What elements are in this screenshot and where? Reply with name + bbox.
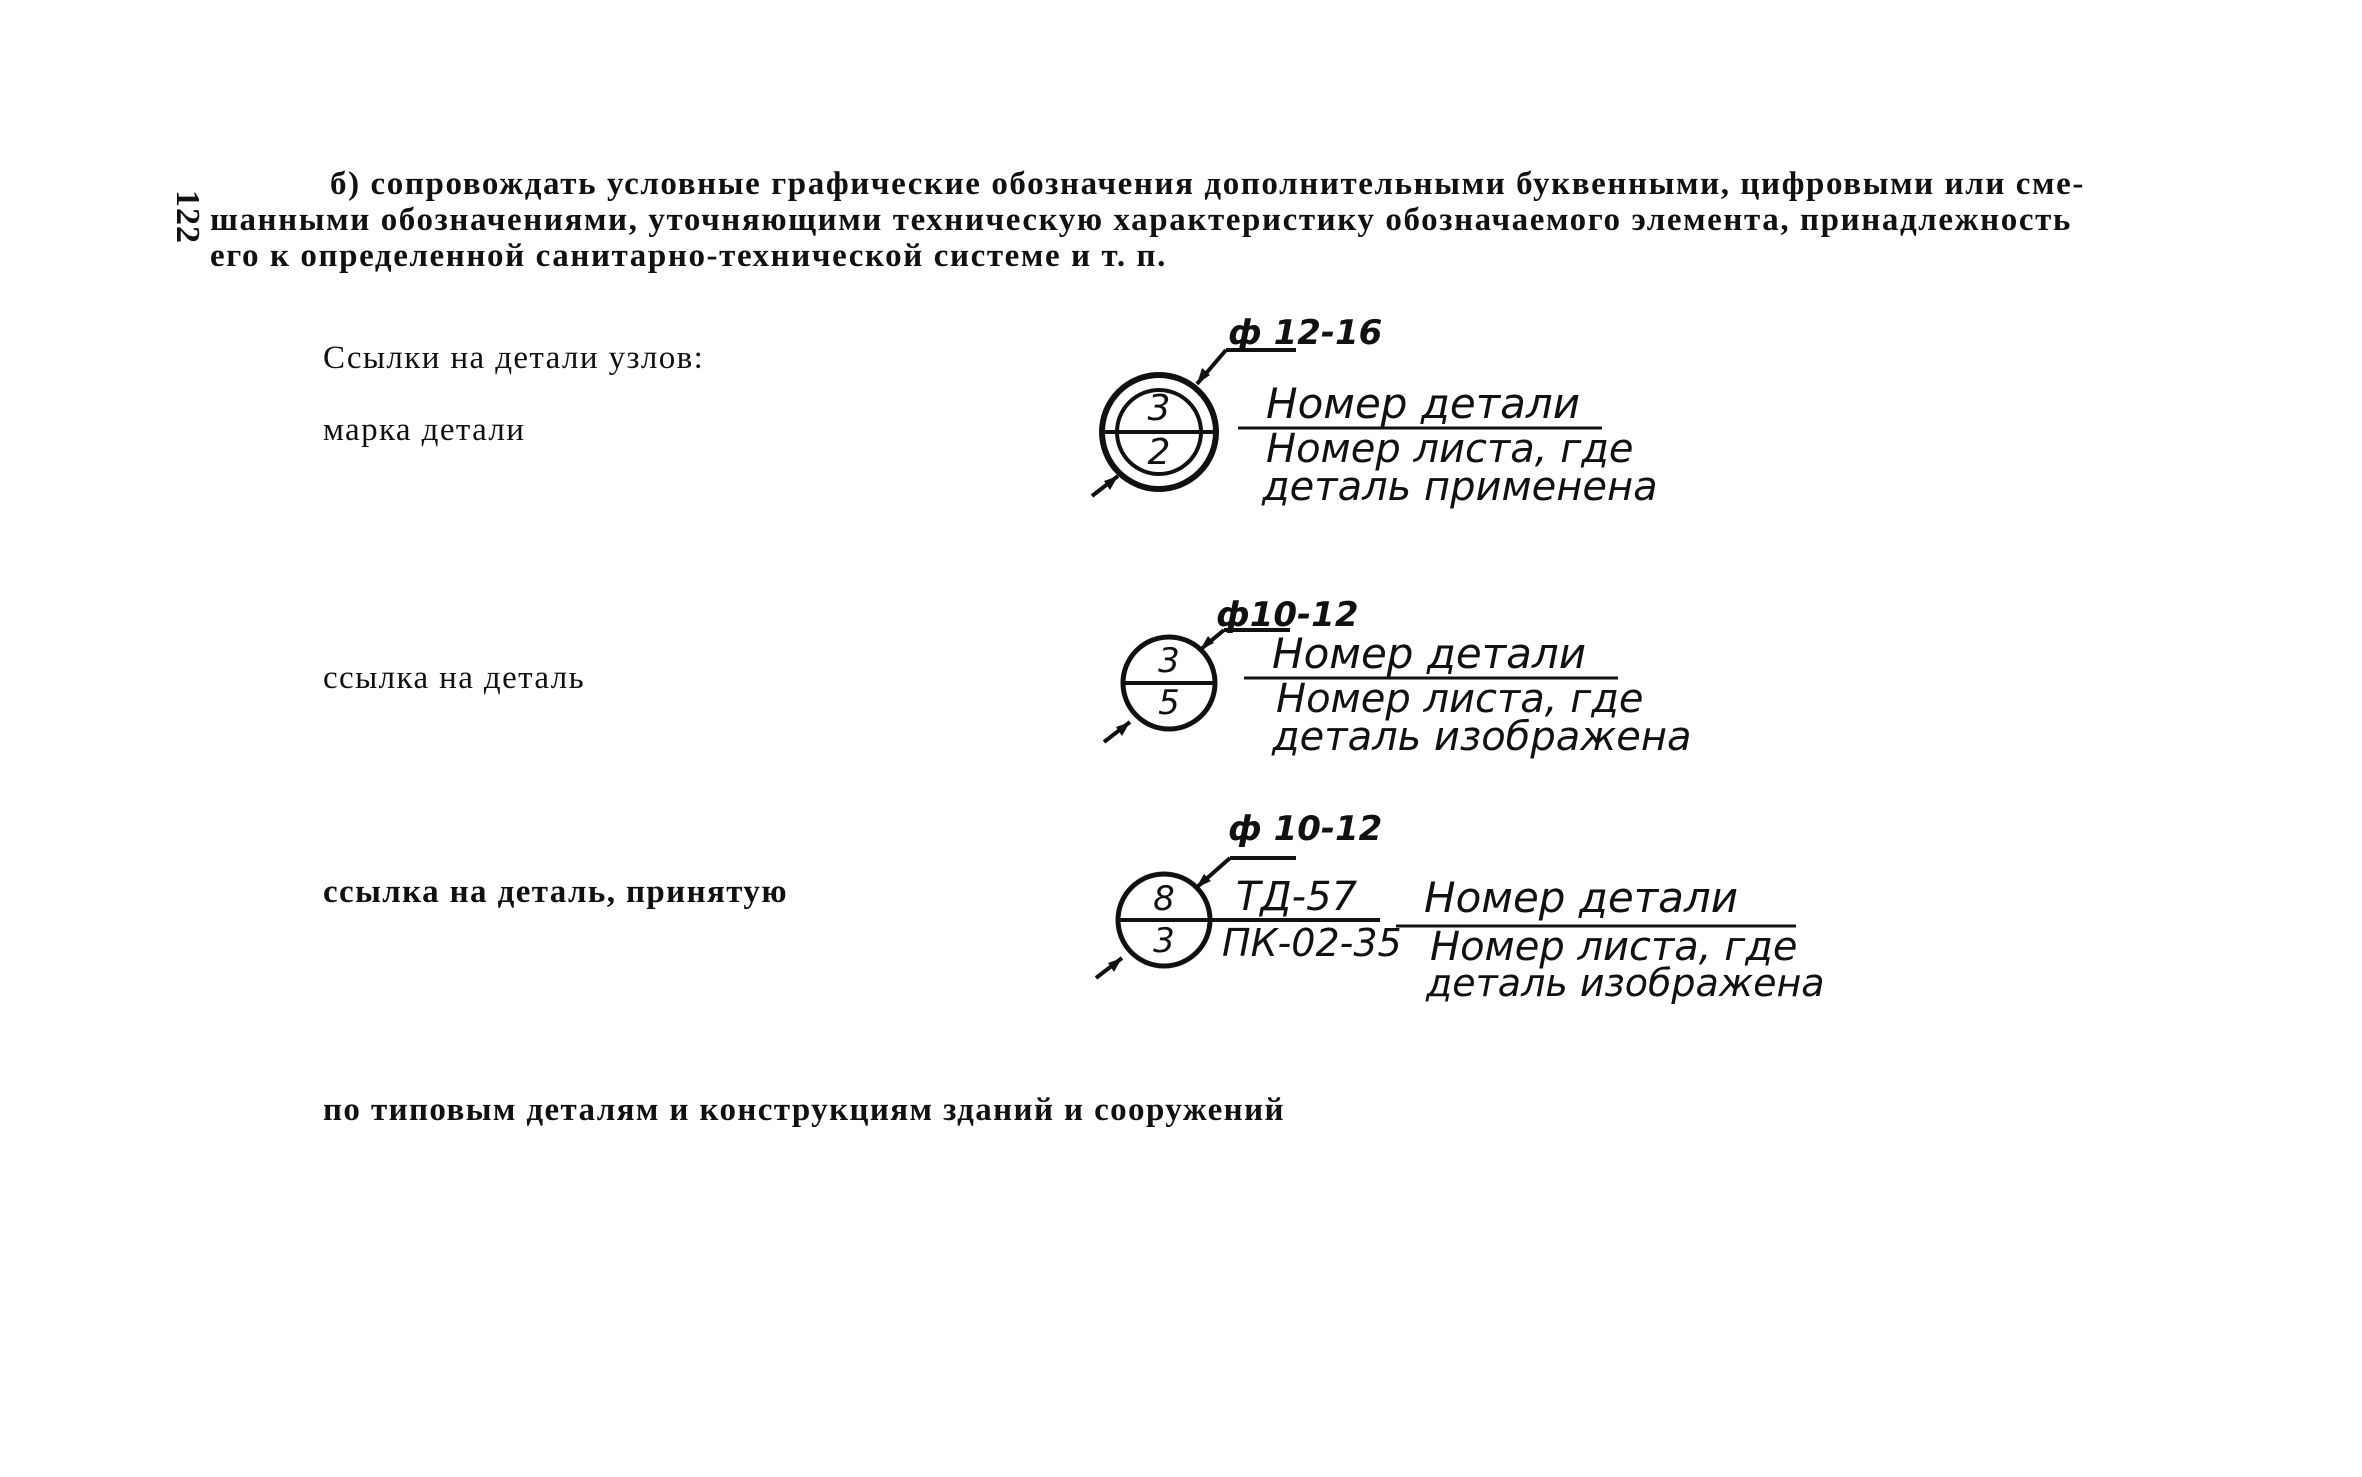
detail-reference-symbol <box>1104 595 1692 760</box>
detail-number: 3 <box>1158 641 1180 681</box>
footer-text: по типовым деталям и конструкциям зданий и сооружений <box>323 1092 1285 1128</box>
paragraph-line-3: его к определенной санитарно-технической системе и т. п. <box>210 238 1168 274</box>
arrow-icon <box>1116 722 1130 736</box>
caption-sheet-line-1: Номер листа, где <box>1266 426 1634 472</box>
caption-detail-number: Номер детали <box>1266 379 1581 428</box>
caption-sheet-line-2: деталь изображена <box>1426 961 1825 1005</box>
detail-mark-symbol <box>1092 313 1658 510</box>
page-number: 122 <box>169 190 206 244</box>
detail-number: 8 <box>1153 879 1175 919</box>
typical-detail-reference-symbol <box>1096 809 1825 1005</box>
caption-detail-number: Номер детали <box>1272 629 1587 678</box>
detail-number: 3 <box>1147 388 1171 429</box>
caption-detail-number: Номер детали <box>1424 873 1739 922</box>
diameter-label: ф 12-16 <box>1228 313 1383 353</box>
caption-sheet-line-1: Номер листа, где <box>1430 924 1798 970</box>
sheet-number: 3 <box>1153 921 1175 961</box>
sheet-number: 2 <box>1147 432 1171 473</box>
caption-sheet-line-1: Номер листа, где <box>1276 676 1644 722</box>
label-detail-mark: марка детали <box>323 412 526 448</box>
sheet-number: 5 <box>1158 683 1180 723</box>
section-heading: Ссылки на детали узлов: <box>323 340 705 376</box>
caption-sheet-line-2: деталь изображена <box>1272 714 1692 760</box>
diameter-label: ф10-12 <box>1216 595 1359 635</box>
arrow-icon <box>1104 476 1118 490</box>
arrow-icon <box>1108 958 1122 972</box>
paragraph-line-1: б) сопровождать условные графические обозначения дополнительными буквенными, цифровыми или сме- <box>330 166 2085 202</box>
label-detail-reference: ссылка на деталь <box>323 660 586 696</box>
paragraph-line-2: шанными обозначениями, уточняющими техническую характеристику обозначаемого элемента, принадлежность <box>210 202 2072 238</box>
diameter-label: ф 10-12 <box>1228 809 1383 849</box>
series-code: ТД-57 <box>1236 874 1358 920</box>
caption-sheet-line-2: деталь применена <box>1262 464 1658 510</box>
sheet-code: ПК-02-35 <box>1222 921 1402 965</box>
label-detail-reference-typical: ссылка на деталь, принятую <box>323 874 788 910</box>
